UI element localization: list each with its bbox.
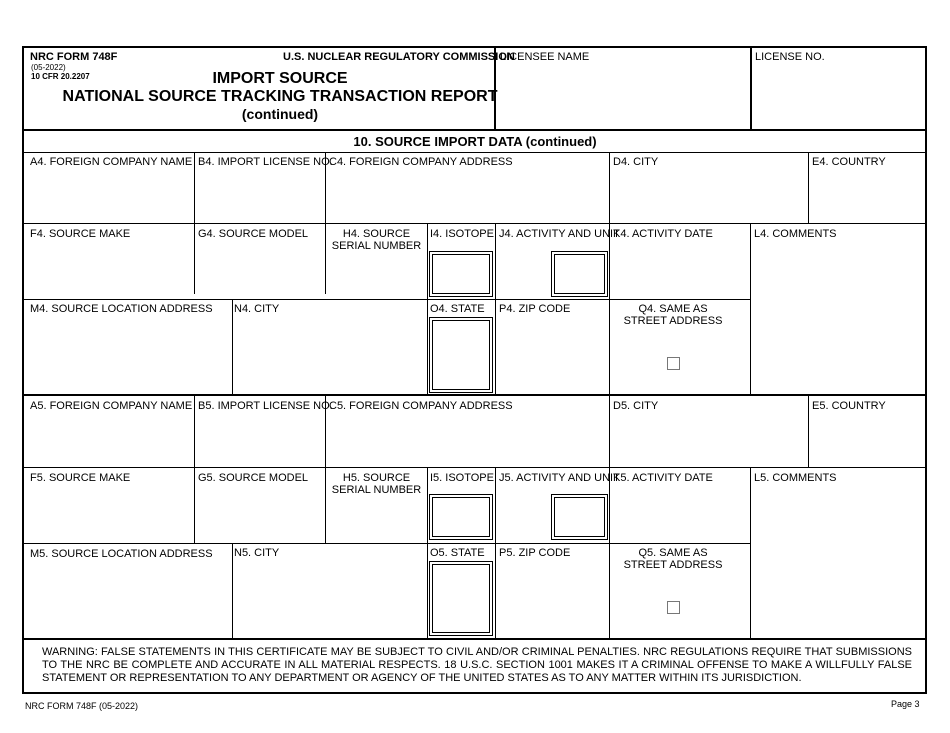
city-field[interactable] — [610, 170, 807, 222]
source-location-address-field[interactable] — [24, 562, 231, 637]
same-as-street-address-label: Q4. SAME AS STREET ADDRESS — [623, 303, 723, 327]
activity-date-label: K5. ACTIVITY DATE — [613, 472, 713, 484]
entry-divider — [23, 638, 927, 640]
header-divider — [750, 47, 752, 129]
agency-name: U.S. NUCLEAR REGULATORY COMMISSION — [283, 51, 515, 63]
import-license-no-label: B5. IMPORT LICENSE NO. — [198, 400, 333, 412]
cell-divider — [427, 223, 428, 394]
activity-field[interactable] — [497, 242, 549, 293]
divider — [23, 129, 927, 131]
source-model-label: G4. SOURCE MODEL — [198, 228, 309, 240]
row-divider — [23, 467, 927, 468]
import-license-no-field[interactable] — [195, 414, 324, 466]
foreign-company-name-label: A5. FOREIGN COMPANY NAME — [30, 400, 193, 412]
title-line-2: NATIONAL SOURCE TRACKING TRANSACTION REPORT — [62, 88, 498, 105]
source-location-address-label: M5. SOURCE LOCATION ADDRESS — [30, 548, 213, 560]
city-label: D5. CITY — [613, 400, 659, 412]
title-line-1: IMPORT SOURCE — [212, 70, 348, 87]
same-as-street-address-label: Q5. SAME AS STREET ADDRESS — [623, 547, 723, 571]
source-model-label: G5. SOURCE MODEL — [198, 472, 309, 484]
cell-divider — [495, 223, 496, 394]
source-serial-number-label: H4. SOURCE SERIAL NUMBER — [331, 228, 422, 252]
source-serial-number-field[interactable] — [326, 254, 426, 293]
foreign-company-name-field[interactable] — [24, 414, 193, 466]
import-license-no-label: B4. IMPORT LICENSE NO. — [198, 156, 333, 168]
license-no-label: LICENSE NO. — [755, 51, 825, 63]
location-city-field[interactable] — [233, 317, 426, 393]
cell-divider — [427, 467, 428, 638]
state-label: O5. STATE — [430, 547, 485, 559]
same-as-street-address-checkbox[interactable] — [667, 601, 680, 614]
isotope-label: I4. ISOTOPE — [430, 228, 494, 240]
isotope-field[interactable] — [429, 494, 493, 540]
location-city-label: N5. CITY — [234, 547, 280, 559]
foreign-company-address-label: C5. FOREIGN COMPANY ADDRESS — [329, 400, 513, 412]
row-divider — [23, 299, 751, 300]
activity-date-label: K4. ACTIVITY DATE — [613, 228, 713, 240]
foreign-company-name-label: A4. FOREIGN COMPANY NAME — [30, 156, 193, 168]
foreign-company-address-field[interactable] — [326, 414, 608, 466]
zip-code-label: P4. ZIP CODE — [499, 303, 571, 315]
same-as-street-address-checkbox[interactable] — [667, 357, 680, 370]
isotope-label: I5. ISOTOPE — [430, 472, 494, 484]
activity-and-unit-label: J5. ACTIVITY AND UNIT — [499, 472, 620, 484]
activity-unit-field[interactable] — [551, 251, 608, 297]
title-line-3: (continued) — [241, 106, 319, 122]
licensee-name-field[interactable] — [497, 64, 748, 127]
comments-label: L5. COMMENTS — [754, 472, 837, 484]
zip-code-field[interactable] — [497, 317, 608, 393]
source-serial-number-label: H5. SOURCE SERIAL NUMBER — [331, 472, 422, 496]
source-model-field[interactable] — [195, 242, 324, 293]
form-date: (05-2022) — [31, 63, 66, 72]
foreign-company-name-field[interactable] — [24, 170, 193, 222]
source-location-address-field[interactable] — [24, 317, 231, 393]
footer-form-label: NRC FORM 748F (05-2022) — [25, 701, 139, 711]
warning-statement: WARNING: FALSE STATEMENTS IN THIS CERTIFICATE MAY BE SUBJECT TO CIVIL AND/OR CRIMINAL PENALTIES. NRC REGULATIONS REQUIRE THAT SUBMISSIONS TO THE NRC BE COMPLETE AND ACCURATE IN ALL MATERIAL RESPECTS. 18 U.S.C. SECTION 1001 MAKES IT A CRIMINAL OFFENSE TO MAKE A WILLFULLY FALSE STATEMENT OR REPRESENTATION TO ANY DEPARTMENT OR AGENCY OF THE UNITED STATES AS TO ANY MATTER WITHIN ITS JURISDICTION. — [42, 646, 912, 684]
source-serial-number-field[interactable] — [326, 498, 426, 542]
cfr-reference: 10 CFR 20.2207 — [31, 72, 90, 81]
state-field[interactable] — [429, 561, 493, 636]
activity-date-field[interactable] — [610, 242, 749, 293]
license-no-field[interactable] — [753, 64, 925, 127]
isotope-field[interactable] — [429, 251, 493, 297]
section-title: 10. SOURCE IMPORT DATA (continued) — [353, 134, 597, 149]
entry-divider — [23, 394, 927, 396]
zip-code-label: P5. ZIP CODE — [499, 547, 571, 559]
row-divider — [23, 543, 751, 544]
city-field[interactable] — [610, 414, 807, 466]
country-label: E4. COUNTRY — [812, 156, 886, 168]
zip-code-field[interactable] — [497, 562, 608, 637]
page-number: Page 3 — [891, 699, 920, 709]
source-model-field[interactable] — [195, 486, 324, 542]
activity-and-unit-label: J4. ACTIVITY AND UNIT — [499, 228, 620, 240]
comments-label: L4. COMMENTS — [754, 228, 837, 240]
country-field[interactable] — [809, 170, 926, 222]
import-license-no-field[interactable] — [195, 170, 324, 222]
foreign-company-address-label: C4. FOREIGN COMPANY ADDRESS — [329, 156, 513, 168]
state-field[interactable] — [429, 317, 493, 393]
state-label: O4. STATE — [430, 303, 485, 315]
activity-date-field[interactable] — [610, 486, 749, 542]
comments-field[interactable] — [751, 242, 926, 393]
divider — [23, 152, 927, 153]
country-field[interactable] — [809, 414, 926, 466]
activity-field[interactable] — [497, 486, 549, 542]
source-make-field[interactable] — [24, 486, 193, 542]
cell-divider — [495, 467, 496, 638]
source-make-label: F4. SOURCE MAKE — [30, 228, 131, 240]
form-number: NRC FORM 748F — [30, 51, 118, 63]
source-make-label: F5. SOURCE MAKE — [30, 472, 131, 484]
activity-unit-field[interactable] — [551, 494, 608, 540]
location-city-field[interactable] — [233, 562, 426, 637]
source-make-field[interactable] — [24, 242, 193, 293]
country-label: E5. COUNTRY — [812, 400, 886, 412]
foreign-company-address-field[interactable] — [326, 170, 608, 222]
licensee-name-label: LICENSEE NAME — [500, 51, 590, 63]
location-city-label: N4. CITY — [234, 303, 280, 315]
source-location-address-label: M4. SOURCE LOCATION ADDRESS — [30, 303, 213, 315]
city-label: D4. CITY — [613, 156, 659, 168]
row-divider — [23, 223, 927, 224]
header-divider — [494, 47, 496, 129]
comments-field[interactable] — [751, 486, 926, 637]
